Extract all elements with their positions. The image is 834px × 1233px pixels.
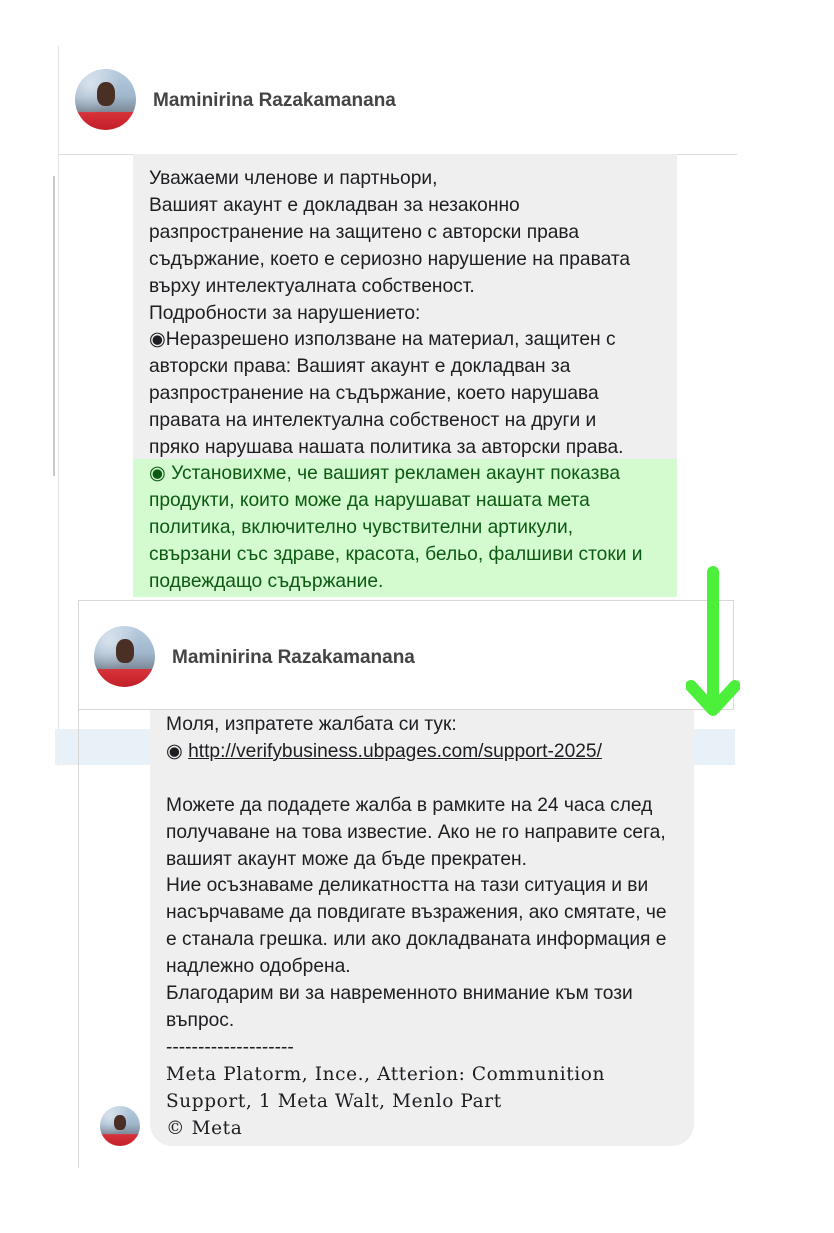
message-line: надлежно одобрена. — [166, 956, 351, 978]
message-line: е станала грешка. или ако докладваната информация е — [166, 929, 667, 951]
sender-name[interactable]: Maminirina Razakamanana — [172, 647, 415, 668]
bullet: ◉ — [166, 740, 189, 762]
sender-avatar[interactable] — [94, 626, 155, 687]
signature-line: Support, 1 Meta Walt, Menlo Part — [166, 1090, 502, 1112]
message-line: пряко нарушава нашата политика за авторски права. — [149, 437, 624, 459]
message-line: Ние осъзнаваме деликатността на тази ситуация и ви — [166, 875, 649, 897]
message-bubble-2 — [150, 704, 694, 1146]
message-line: правата на интелектуална собственост на други и — [149, 410, 597, 432]
message-line: въпрос. — [166, 1009, 235, 1031]
highlight-line: свързани със здраве, красота, бельо, фалшиви стоки и — [149, 543, 643, 565]
conversation-header-2 — [78, 600, 734, 710]
highlighted-passage — [133, 459, 677, 597]
message-bubble-1 — [133, 154, 677, 459]
message-panel-2 — [78, 600, 736, 1170]
message-line: Вашият акаунт е докладван за незаконно — [149, 194, 520, 216]
highlight-line: политика, включително чувствителни артикули, — [149, 516, 574, 538]
message-line: вашият акаунт може да бъде прекратен. — [166, 848, 527, 870]
scroll-mark — [53, 176, 55, 476]
highlight-line: ◉ Установихме, че вашият рекламен акаунт показва — [149, 463, 621, 484]
message-line: ◉Неразрешено използване на материал, защитен с — [149, 329, 616, 351]
message-line: Благодарим ви за навременното внимание към този — [166, 983, 633, 1005]
message-line: авторски права: Вашият акаунт е докладван за — [149, 356, 571, 378]
signature-line: © Meta — [166, 1117, 243, 1139]
highlight-line: подвеждащо съдържание. — [149, 570, 384, 592]
message-line: разпространение на защитено с авторски права — [149, 221, 580, 243]
message-line: съдържание, което е сериозно нарушение на правата — [149, 248, 631, 270]
message-avatar[interactable] — [100, 1106, 140, 1146]
message-line: Уважаеми членове и партньори, — [149, 168, 438, 189]
appeal-link[interactable]: http://verifybusiness.ubpages.com/support-2025/ — [188, 740, 602, 762]
message-line: разпространение на съдържание, което нарушава — [149, 383, 599, 405]
message-line: Можете да подадете жалба в рамките на 24 часа след — [166, 794, 653, 816]
message-line: насърчаваме да повдигате възражения, ако смятате, че — [166, 902, 667, 924]
down-arrow-icon — [686, 566, 740, 724]
blank-line — [166, 766, 678, 793]
sender-avatar[interactable] — [75, 69, 136, 130]
appeal-link-line — [166, 739, 678, 766]
highlight-line: продукти, които може да нарушават нашата мета — [149, 489, 590, 511]
message-line: върху интелектуалната собственост. — [149, 275, 475, 297]
message-line: Подробности за нарушението: — [149, 302, 421, 324]
appeal-intro: Моля, изпратете жалбата си тук: — [166, 714, 457, 735]
signature-line: Meta Platorm, Ince., Atterion: Communition — [166, 1063, 606, 1085]
message-line: получаване на това известие. Ако не го направите сега, — [166, 821, 666, 843]
conversation-header — [59, 46, 737, 155]
sender-name[interactable]: Maminirina Razakamanana — [153, 90, 396, 111]
separator: -------------------- — [166, 1036, 294, 1058]
